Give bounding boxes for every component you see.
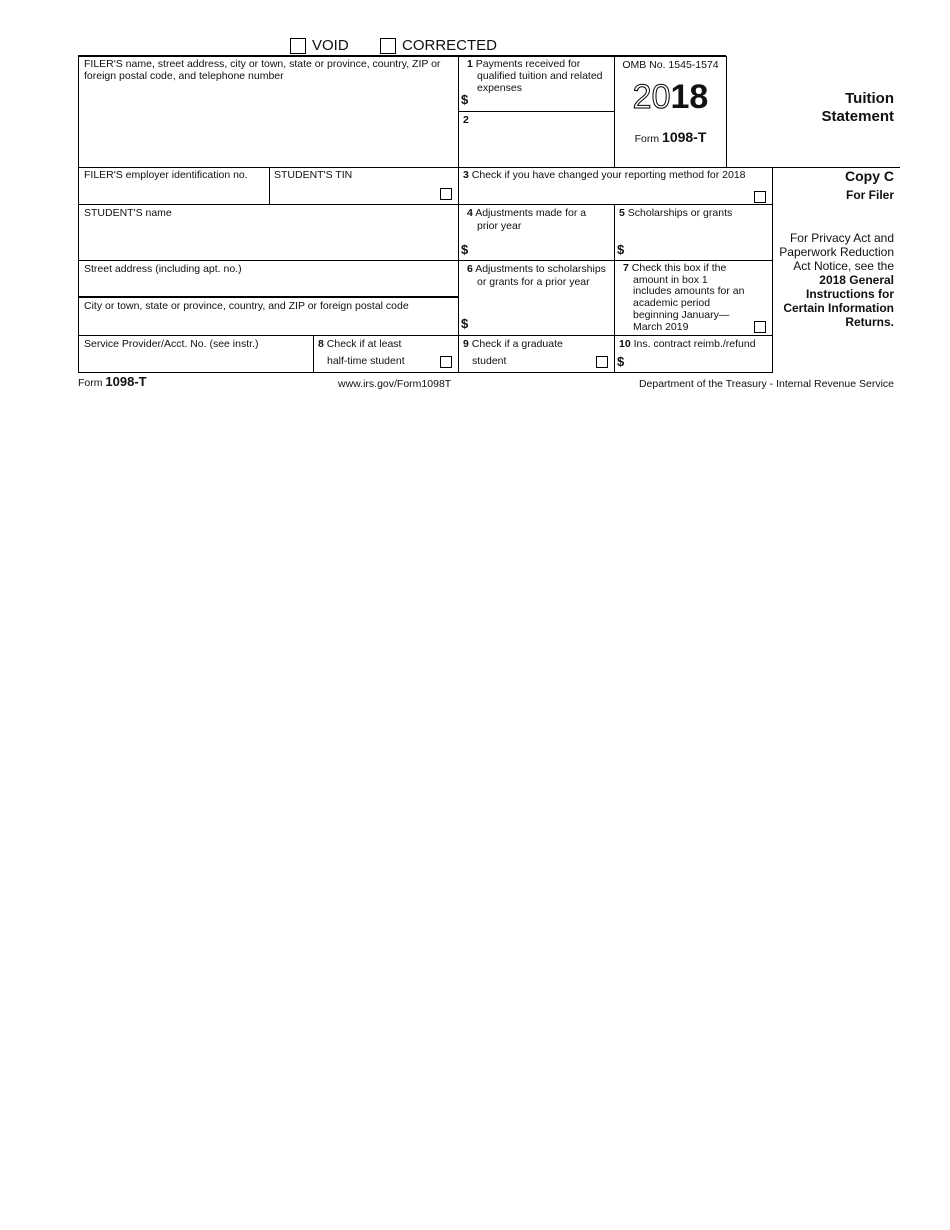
box-number: 7 (623, 262, 629, 274)
privacy-notice (774, 231, 894, 329)
box1-label: Payments received for qualified tuition and related expenses (475, 58, 603, 94)
student-tin-label: STUDENT'S TIN (274, 169, 353, 181)
student-tin-checkbox[interactable] (440, 188, 452, 200)
dollar-sign: $ (461, 92, 469, 107)
city-label: City or town, state or province, country, and ZIP or foreign postal code (84, 300, 409, 312)
footer-url[interactable]: www.irs.gov/Form1098T (338, 378, 452, 390)
box7-label: Check this box if the amount in box 1 includes amounts for an academic period beginning January—March 2019 (631, 262, 745, 333)
service-provider-field[interactable] (78, 335, 314, 373)
student-name-label: STUDENT'S name (84, 207, 172, 219)
title-line: Statement (821, 108, 894, 125)
footer-form (78, 374, 147, 389)
box8-field (313, 335, 459, 373)
box-number: 1 (467, 58, 473, 70)
box8-checkbox[interactable] (440, 356, 452, 368)
box7-checkbox[interactable] (754, 321, 766, 333)
box-number: 8 (318, 338, 324, 350)
copy-label (845, 168, 894, 205)
copy-c: Copy C (845, 168, 894, 184)
notice-bold: 2018 General Instructions for Certain Information Returns. (783, 273, 894, 329)
filer-name-label: FILER'S name, street address, city or town, state or province, country, ZIP or foreign postal code, and telephone number (84, 58, 441, 82)
box9-checkbox[interactable] (596, 356, 608, 368)
filer-ein-field[interactable] (78, 167, 270, 205)
box9-field (458, 335, 615, 373)
footer-form-number: 1098-T (105, 374, 147, 389)
void-label: VOID (312, 37, 349, 54)
box-number: 6 (467, 263, 473, 275)
corrected-label: CORRECTED (402, 37, 498, 54)
box4-label: Adjustments made for a prior year (475, 207, 587, 232)
dollar-sign: $ (461, 242, 469, 257)
dollar-sign: $ (617, 242, 625, 257)
box4-field[interactable] (458, 204, 615, 261)
box-number: 10 (619, 338, 631, 350)
street-address-field[interactable] (78, 260, 459, 298)
box3-field (458, 167, 773, 205)
year-bold: 18 (670, 78, 709, 116)
box3-checkbox[interactable] (754, 191, 766, 203)
box5-label: Scholarships or grants (627, 207, 733, 219)
box6-field[interactable] (458, 260, 615, 336)
box3-label: Check if you have changed your reporting method for 2018 (471, 169, 746, 181)
corrected-checkbox[interactable] (380, 38, 396, 54)
box5-field[interactable] (614, 204, 773, 261)
box2-field[interactable] (458, 112, 615, 167)
box-number: 2 (463, 114, 469, 126)
filer-name-field[interactable] (78, 56, 459, 168)
city-field[interactable] (78, 298, 459, 336)
form-number: 1098-T (662, 129, 707, 145)
dollar-sign: $ (461, 316, 469, 331)
form-word: Form (634, 133, 660, 145)
street-label: Street address (including apt. no.) (84, 263, 242, 275)
form-title (821, 90, 894, 126)
box1-field[interactable] (458, 56, 615, 112)
student-tin-field[interactable] (269, 167, 459, 205)
box6-label: Adjustments to scholarships or grants for a prior year (475, 263, 606, 288)
box10-label: Ins. contract reimb./refund (633, 338, 756, 350)
filer-ein-label: FILER'S employer identification no. (84, 169, 248, 181)
box8-label: half-time student (327, 355, 405, 367)
box-number: 4 (467, 207, 473, 219)
omb-number: OMB No. 1545-1574 (622, 59, 719, 71)
box9-label: student (472, 355, 507, 367)
footer-form-word: Form (78, 377, 103, 389)
box8-label: Check if at least (326, 338, 402, 350)
notice-text: For Privacy Act and Paperwork Reduction Act Notice, see the (779, 231, 894, 273)
footer-department: Department of the Treasury - Internal Revenue Service (638, 378, 894, 390)
year-outline: 20 (632, 78, 671, 116)
box10-field[interactable] (614, 335, 773, 373)
student-name-field[interactable] (78, 204, 459, 261)
box9-label: Check if a graduate (471, 338, 563, 350)
title-line: Tuition (845, 90, 894, 107)
service-provider-label: Service Provider/Acct. No. (see instr.) (84, 338, 259, 350)
box7-field (614, 260, 773, 336)
box-number: 3 (463, 169, 469, 181)
omb-box (614, 56, 727, 168)
for-filer: For Filer (845, 188, 894, 202)
box-number: 5 (619, 207, 625, 219)
dollar-sign: $ (617, 354, 625, 369)
void-checkbox[interactable] (290, 38, 306, 54)
box-number: 9 (463, 338, 469, 350)
